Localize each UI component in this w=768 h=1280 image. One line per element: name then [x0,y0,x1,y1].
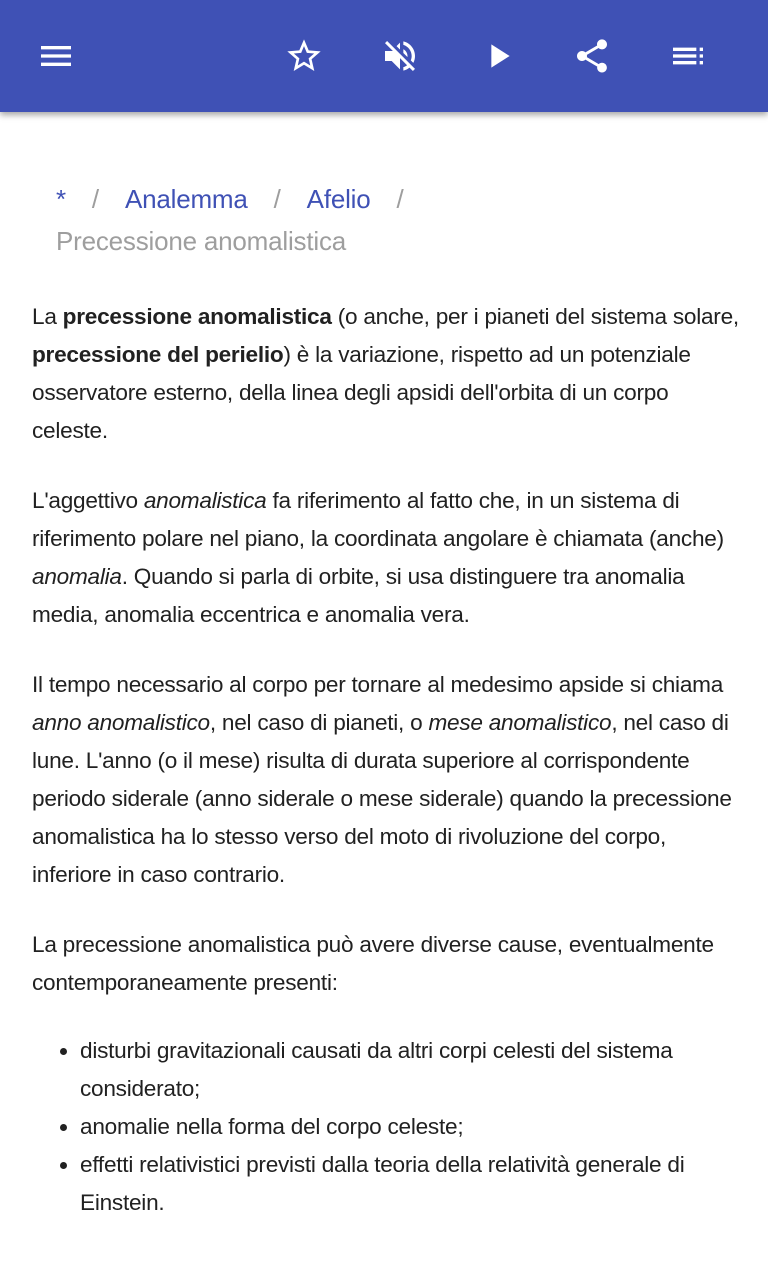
breadcrumb-link-analemma[interactable]: Analemma [124,184,248,214]
paragraph-intro [32,298,742,450]
paragraph-adjective [32,482,742,634]
bold-term: precessione anomalistica [62,304,332,329]
italic-term: mese anomalistico [428,710,612,735]
play-icon[interactable] [474,32,522,80]
article-body [32,298,742,1222]
paragraph-causes: La precessione anomalistica può avere diverse cause, eventualmente contemporaneamente presenti: [32,932,714,995]
app-bar [0,0,768,112]
breadcrumb-separator: / [91,184,99,214]
breadcrumb-separator: / [273,184,281,214]
breadcrumb-link-afelio[interactable]: Afelio [306,184,371,214]
text: L'aggettivo [32,488,144,513]
italic-term: anno anomalistico [32,710,210,735]
text: fa riferimento al fatto che, in un sistema di riferimento polare nel piano, la coordinata angolare è chiamata (anche) [32,488,724,551]
breadcrumb [56,178,736,262]
star-icon[interactable] [280,32,328,80]
breadcrumb-home-link[interactable]: * [56,184,66,214]
volume-off-icon[interactable] [376,32,424,80]
bold-term: precessione del perielio [32,342,284,367]
share-icon[interactable] [568,32,616,80]
menu-icon[interactable] [32,32,80,80]
text: ) è la variazione, rispetto ad un potenziale osservatore esterno, della linea degli apsidi dell'orbita di un corpo celeste. [32,342,691,443]
text: . Quando si parla di orbite, si usa distinguere tra anomalia media, anomalia eccentrica e anomalia vera. [32,564,685,627]
text: , nel caso di lune. L'anno (o il mese) risulta di durata superiore al corrispondente periodo siderale (anno siderale o mese siderale) quando la precessione anomalistica ha lo stesso verso del moto di rivoluzione del corpo, inferiore in caso contrario. [32,710,732,887]
text: (o anche, per i pianeti del sistema solare, [331,304,739,329]
list-item: • effetti relativistici previsti dalla teoria della relatività generale di Einstein. [80,1146,742,1222]
italic-term: anomalistica [143,488,267,513]
breadcrumb-current: Precessione anomalistica [56,226,347,256]
paragraph-period [32,666,742,894]
italic-term: anomalia [32,564,122,589]
causes-list [32,1032,742,1222]
text: La [32,304,63,329]
list-item: • anomalie nella forma del corpo celeste; [80,1108,742,1146]
breadcrumb-separator: / [396,184,404,214]
list-item: • disturbi gravitazionali causati da altri corpi celesti del sistema considerato; [80,1032,742,1108]
text: , nel caso di pianeti, o [209,710,429,735]
playlist-icon[interactable] [664,32,712,80]
text: Il tempo necessario al corpo per tornare al medesimo apside si chiama [32,672,724,697]
